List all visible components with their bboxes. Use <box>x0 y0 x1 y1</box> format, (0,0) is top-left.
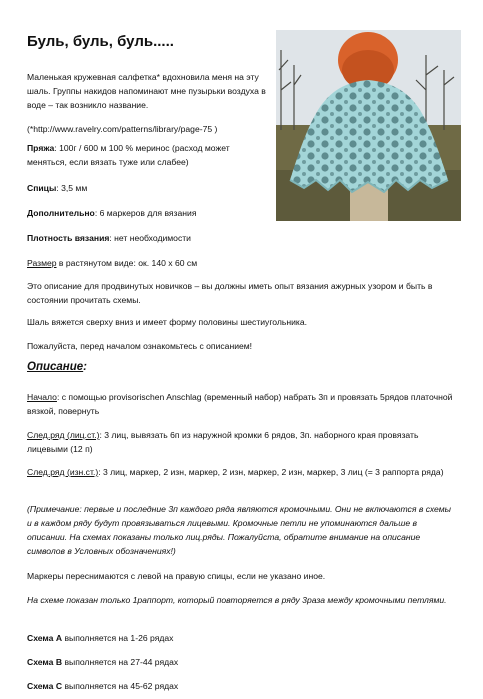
shape-paragraph: Шаль вяжется сверху вниз и имеет форму половины шестиугольника. <box>27 317 308 327</box>
scheme-a-line <box>27 631 457 645</box>
yarn-line <box>27 141 267 169</box>
shawl-photo <box>276 30 461 221</box>
scheme-b-text: выполняется на 27-44 рядах <box>62 657 179 667</box>
start-instruction <box>27 390 457 418</box>
row1-text: : 3 лиц, вывязать 6п из наружной кромки 6 рядов, 3п. наборного края провязать лицевыми (12 п) <box>27 430 419 454</box>
edge-stitch-note: (Примечание: первые и последние 3п каждого ряда являются кромочными. Они не включаются в схемы и в каждом ряду будут провязываться лицевыми. Кромочные петли не упоминаются дальше в описании. На схемах показаны только лиц.ряды. Пожалуйста, обратите внимание на описание символов в Условных обозначениях!) <box>27 504 451 556</box>
needles-label: Спицы <box>27 183 57 193</box>
extra-line <box>27 206 267 220</box>
yarn-text: : 100г / 600 м 100 % меринос (расход может меняться, если вязать туже или слабее) <box>27 143 230 167</box>
start-label: Начало <box>27 392 57 402</box>
row2-instruction <box>27 465 457 479</box>
scheme-repeat-note: На схеме показан только 1раппорт, который повторяется в ряду 3раза между кромочными петлями. <box>27 595 447 605</box>
needles-text: : 3,5 мм <box>56 183 88 193</box>
row2-label: След.ряд (изн.ст.) <box>27 467 99 477</box>
extra-text: : 6 маркеров для вязания <box>94 208 197 218</box>
yarn-label: Пряжа <box>27 143 55 153</box>
scheme-c-label: Схема C <box>27 681 63 691</box>
scheme-c-line <box>27 679 457 693</box>
row1-label: След.ряд (лиц.ст.) <box>27 430 100 440</box>
read-first-paragraph: Пожалуйста, перед началом ознакомьтесь с описанием! <box>27 341 253 351</box>
gauge-label: Плотность вязания <box>27 233 110 243</box>
markers-paragraph: Маркеры переснимаются с левой на правую спицы, если не указано иное. <box>27 571 326 581</box>
size-text: в растянутом виде: ок. 140 х 60 см <box>56 258 198 268</box>
scheme-a-text: выполняется на 1-26 рядах <box>62 633 174 643</box>
gauge-line <box>27 231 267 245</box>
start-text: : с помощью provisorischen Anschlag (временный набор) набрать 3п и провязать 5рядов платочной вязкой, повернуть <box>27 392 453 416</box>
intro-paragraph: Маленькая кружевная салфетка* вдохновила меня на эту шаль. Группы накидов напоминают мне пузырьки воздуха в воде – так возникло название. <box>27 72 266 110</box>
scheme-c-text: выполняется на 45-62 рядах <box>62 681 179 691</box>
extra-label: Дополнительно <box>27 208 95 218</box>
needles-line <box>27 181 267 195</box>
shawl-photo-image <box>276 30 461 221</box>
gauge-text: : нет необходимости <box>109 233 191 243</box>
row1-instruction <box>27 428 457 456</box>
size-line <box>27 256 457 270</box>
skill-paragraph: Это описание для продвинутых новичков – вы должны иметь опыт вязания ажурных узором и быть в состоянии прочитать схемы. <box>27 281 433 305</box>
size-label: Размер <box>27 258 57 268</box>
scheme-b-line <box>27 655 457 669</box>
description-heading <box>27 361 87 373</box>
description-heading-text: Описание <box>27 361 84 373</box>
description-heading-colon: : <box>83 361 87 373</box>
scheme-b-label: Схема B <box>27 657 63 667</box>
document-title: Буль, буль, буль..... <box>27 33 174 50</box>
scheme-a-label: Схема A <box>27 633 63 643</box>
row2-text: : 3 лиц, маркер, 2 изн, маркер, 2 изн, маркер, 2 изн, маркер, 3 лиц (= 3 раппорта ряда) <box>98 467 444 477</box>
source-link[interactable]: (*http://www.ravelry.com/patterns/library/page-75 ) <box>27 124 218 134</box>
